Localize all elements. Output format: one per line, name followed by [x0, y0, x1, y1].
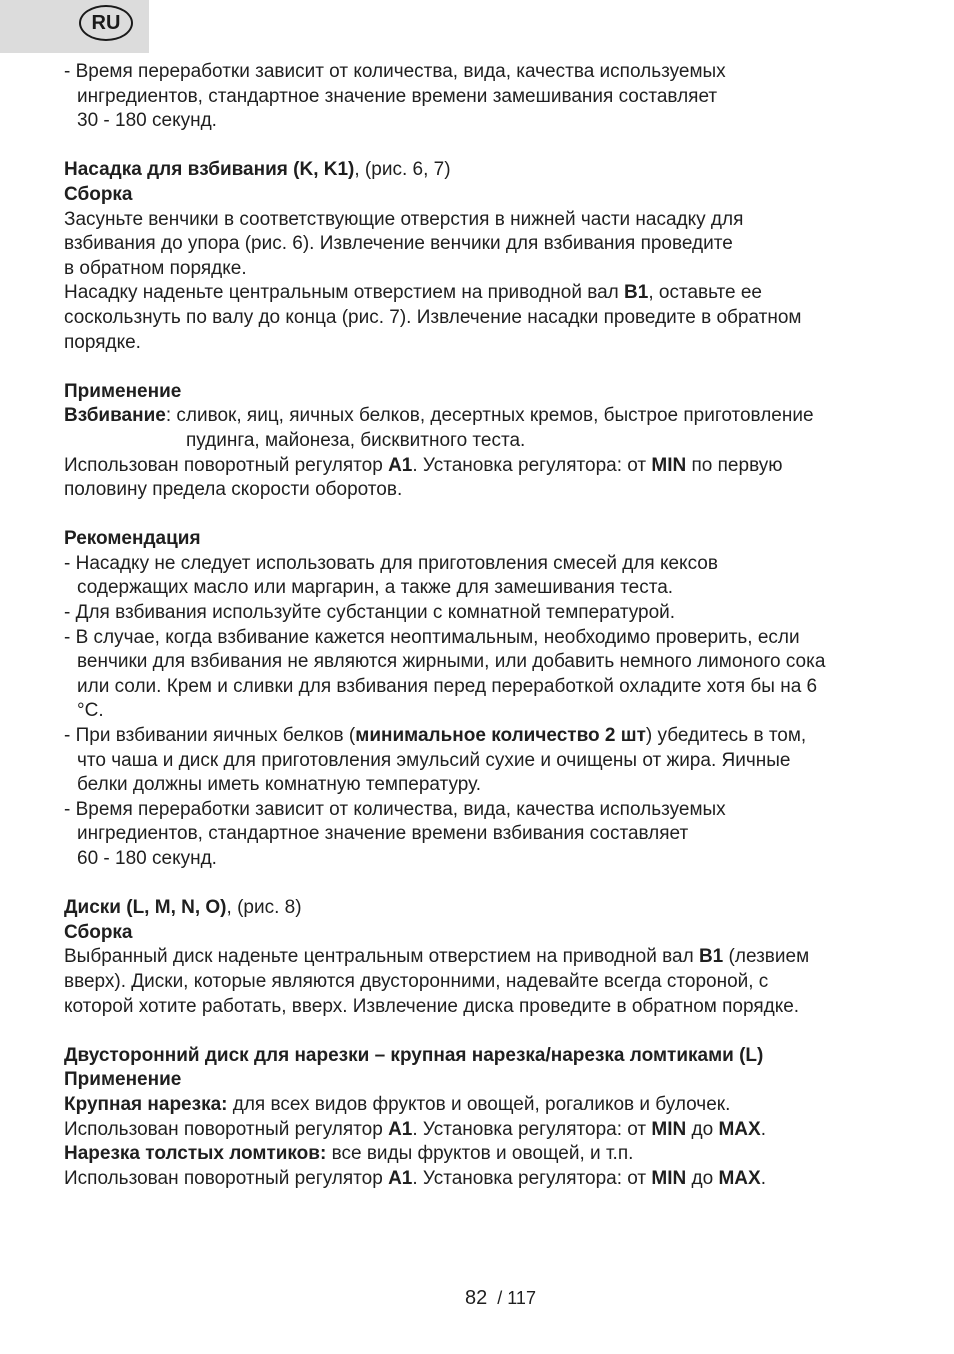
slicer-heading: Двусторонний диск для нарезки – крупная нарезка/нарезка ломтиками (L) [64, 1044, 764, 1066]
language-badge: RU [79, 5, 133, 41]
text-line: - Насадку не следует использовать для приготовления смесей для кексов [64, 552, 718, 574]
text-line: Использован поворотный регулятор A1. Установка регулятора: от MIN по первую [64, 454, 783, 476]
discs-assembly-heading: Сборка [64, 921, 133, 943]
text-line: Крупная нарезка: для всех видов фруктов и овощей, рогаликов и булочек. [64, 1093, 731, 1115]
text-line: которой хотите работать, вверх. Извлечение диска проведите в обратном порядке. [64, 995, 800, 1017]
text-line: 60 - 180 секунд. [77, 848, 217, 869]
recommendation-heading: Рекомендация [64, 528, 201, 550]
page-content [64, 60, 894, 1191]
text-line: соскользнуть по валу до конца (рис. 7). Извлечение насадки проведите в обратном [64, 306, 802, 328]
text-line: Нарезка толстых ломтиков: все виды фруктов и овощей, и т.п. [64, 1143, 634, 1165]
text-line: Использован поворотный регулятор A1. Установка регулятора: от MIN до MAX. [64, 1118, 766, 1140]
text-line: вверх). Диски, которые являются двусторонними, надевайте всегда стороной, с [64, 970, 769, 992]
text-line: - В случае, когда взбивание кажется неоптимальным, необходимо проверить, если [64, 626, 800, 648]
text-line: содержащих масло или маргарин, а также для замешивания теста. [77, 577, 674, 599]
text-line: половину предела скорости оборотов. [64, 479, 403, 501]
whisk-heading: Насадка для взбивания (K, K1), (рис. 6, 7) [64, 159, 451, 181]
text-line: порядке. [64, 331, 141, 353]
text-line: Выбранный диск наденьте центральным отверстием на приводной вал B1 (лезвием [64, 946, 810, 968]
total-pages: / 117 [497, 1288, 536, 1308]
whisk-assembly-heading: Сборка [64, 183, 133, 205]
text-line: белки должны иметь комнатную температуру. [77, 774, 481, 796]
page-number [465, 1286, 536, 1311]
text-line: пудинга, майонеза, бисквитного теста. [186, 429, 526, 451]
text-line: - При взбивании яичных белков (минимальное количество 2 шт) убедитесь в том, [64, 725, 807, 747]
text-line: Насадку наденьте центральным отверстием на приводной вал B1, оставьте ее [64, 282, 762, 304]
text-line: °C. [77, 700, 104, 722]
discs-heading: Диски (L, M, N, O), (рис. 8) [64, 897, 302, 919]
text-line: - Для взбивания используйте субстанции с комнатной температурой. [64, 602, 676, 624]
intro-line: 30 - 180 секунд. [77, 110, 217, 132]
text-line: Засуньте венчики в соответствующие отверстия в нижней части насадку для [64, 208, 744, 230]
text-line: или соли. Крем и сливки для взбивания перед переработкой охладите хотя бы на 6 [77, 675, 818, 697]
text-line: венчики для взбивания не являются жирными, или добавить немного лимоного сока [77, 651, 826, 673]
language-tab [0, 0, 149, 53]
text-line: что чаша и диск для приготовления эмульсий сухие и очищены от жира. Яичные [77, 749, 791, 771]
slicer-use-heading: Применение [64, 1069, 182, 1091]
whisk-use-heading: Применение [64, 380, 182, 402]
text-line: ингредиентов, стандартное значение времени взбивания составляет [77, 823, 689, 845]
text-line: взбивания до упора (рис. 6). Извлечение венчики для взбивания проведите [64, 233, 733, 255]
intro-line: - Время переработки зависит от количества, вида, качества используемых [64, 61, 726, 82]
text-line: - Время переработки зависит от количества, вида, качества используемых [64, 798, 726, 820]
text-line: Использован поворотный регулятор A1. Установка регулятора: от MIN до MAX. [64, 1167, 766, 1189]
intro-line: ингредиентов, стандартное значение времени замешивания составляет [77, 85, 718, 107]
current-page: 82 [465, 1287, 488, 1309]
text-line: Взбивание: сливок, яиц, яичных белков, десертных кремов, быстрое приготовление [64, 405, 814, 427]
text-line: в обратном порядке. [64, 257, 247, 279]
